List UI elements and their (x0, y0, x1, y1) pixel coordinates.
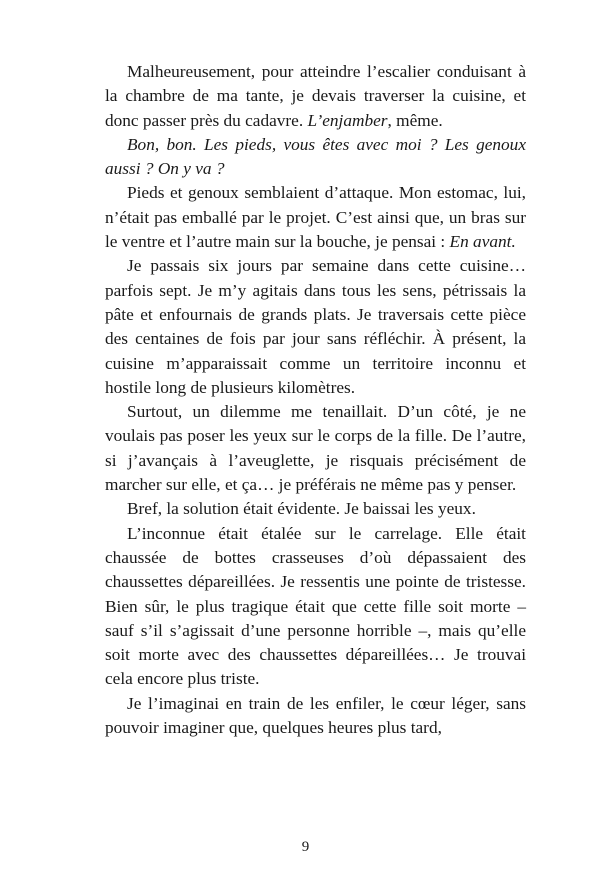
page-number: 9 (301, 839, 310, 855)
paragraph (105, 522, 526, 692)
text-run: Je l’imaginai en train de les enfiler, le cœur léger, sans pouvoir imaginer que, quelques heures plus tard, (105, 693, 526, 738)
paragraph (105, 254, 526, 400)
paragraph (105, 60, 526, 133)
italic-text-run: En avant. (449, 232, 516, 252)
text-run: Bref, la solution était évidente. Je baissai les yeux. (127, 499, 476, 519)
paragraph (105, 133, 526, 182)
page-body (105, 60, 526, 740)
text-run: Je passais six jours par semaine dans cette cuisine… parfois sept. Je m’y agitais dans tous les sens, pétrissais la pâte et enfournais de grands plats. Je traversais cette pièce des centaines de fois par jour sans réfléchir. À présent, la cuisine m’apparaissait comme un territoire inconnu et hostile long de plusieurs kilomètres. (105, 256, 526, 397)
italic-text-run: L’enjamber (307, 110, 388, 130)
paragraph (105, 497, 526, 521)
text-run: Pieds et genoux semblaient d’attaque. Mon estomac, lui, n’était pas emballé par le projet. C’est ainsi que, un bras sur le ventre et l’autre main sur la bouche, je pensai : (105, 183, 526, 252)
paragraph (105, 400, 526, 497)
text-run: L’inconnue était étalée sur le carrelage. Elle était chaussée de bottes crasseuses d’où dépassaient des chaussettes dépareillées. Je ressentis une pointe de tristesse. Bien sûr, le plus tragique était que cette fille soit morte – sauf s’il s’agissait d’une personne horrible –, mais qu’elle soit morte avec des chaussettes dépareillées… Je trouvai cela encore plus triste. (105, 523, 526, 689)
text-run: , même. (387, 110, 443, 130)
paragraph (105, 181, 526, 254)
text-run: Surtout, un dilemme me tenaillait. D’un côté, je ne voulais pas poser les yeux sur le corps de la fille. De l’autre, si j’avançais à l’aveuglette, je risquais précisément de marcher sur elle, et ça… je préférais ne même pas y penser. (105, 402, 526, 495)
text-run: Malheureusement, pour atteindre l’escalier conduisant à la chambre de ma tante, je devais traverser la cuisine, et donc passer près du cadavre. (105, 62, 526, 130)
paragraph (105, 692, 526, 741)
italic-text-run: Bon, bon. Les pieds, vous êtes avec moi ? Les genoux aussi ? On y va ? (105, 134, 526, 179)
